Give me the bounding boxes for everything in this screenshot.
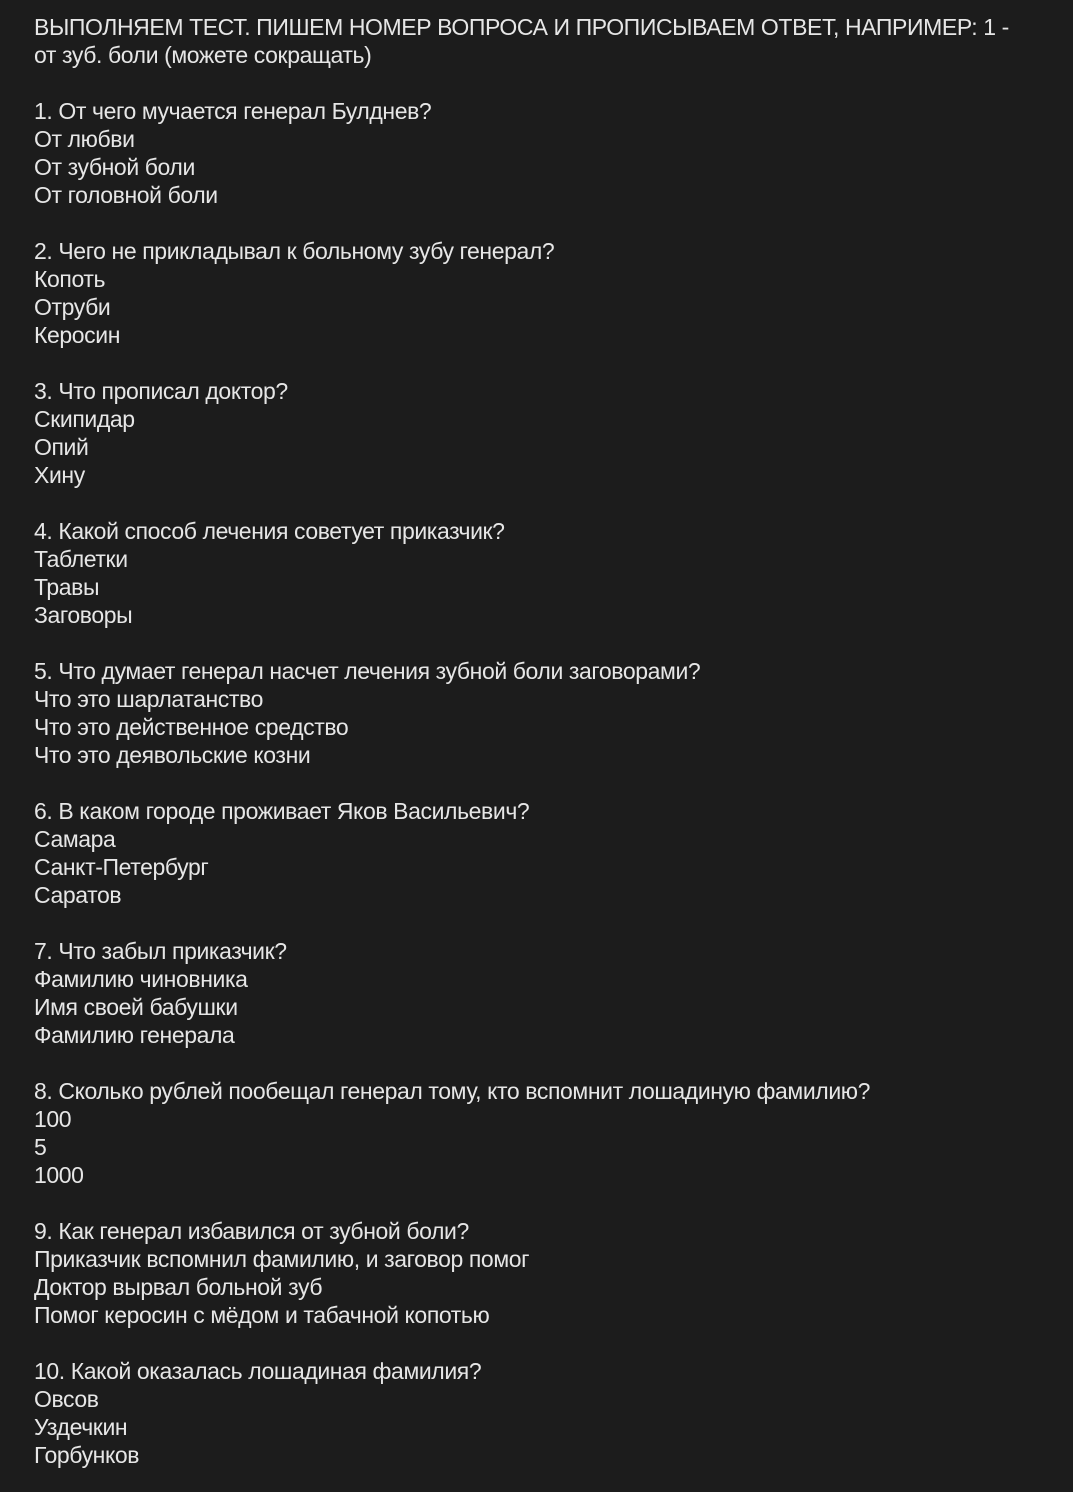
answer-option: Что это деявольские козни bbox=[34, 742, 311, 768]
answer-option: Овсов bbox=[34, 1386, 99, 1412]
answer-option: Хину bbox=[34, 462, 85, 488]
question-list bbox=[34, 97, 1073, 1469]
question-6 bbox=[34, 797, 1073, 909]
answer-option: Санкт-Петербург bbox=[34, 854, 209, 880]
answer-option: 100 bbox=[34, 1106, 72, 1132]
question-text: 8. Сколько рублей пообещал генерал тому, кто вспомнит лошадиную фамилию? bbox=[34, 1078, 871, 1104]
answer-option: Имя своей бабушки bbox=[34, 994, 238, 1020]
answer-option: Керосин bbox=[34, 322, 121, 348]
answer-option: Заговоры bbox=[34, 602, 133, 628]
question-2 bbox=[34, 237, 1073, 349]
question-7 bbox=[34, 937, 1073, 1049]
question-3 bbox=[34, 377, 1073, 489]
question-9 bbox=[34, 1217, 1073, 1329]
answer-option: От любви bbox=[34, 126, 135, 152]
answer-option: Копоть bbox=[34, 266, 106, 292]
answer-option: Что это шарлатанство bbox=[34, 686, 263, 712]
question-text: 10. Какой оказалась лошадиная фамилия? bbox=[34, 1358, 482, 1384]
question-text: 9. Как генерал избавился от зубной боли? bbox=[34, 1218, 469, 1244]
answer-option: Горбунков bbox=[34, 1442, 140, 1468]
answer-option: 5 bbox=[34, 1134, 47, 1160]
question-text: 6. В каком городе проживает Яков Васильевич? bbox=[34, 798, 530, 824]
answer-option: Самара bbox=[34, 826, 116, 852]
answer-option: Травы bbox=[34, 574, 100, 600]
answer-option: Опий bbox=[34, 434, 89, 460]
question-text: 7. Что забыл приказчик? bbox=[34, 938, 287, 964]
instructions-line-2: от зуб. боли (можете сокращать) bbox=[34, 42, 372, 68]
question-text: 4. Какой способ лечения советует приказчик? bbox=[34, 518, 505, 544]
answer-option: Саратов bbox=[34, 882, 122, 908]
answer-option: Фамилию чиновника bbox=[34, 966, 248, 992]
instructions-line-1: ВЫПОЛНЯЕМ ТЕСТ. ПИШЕМ НОМЕР ВОПРОСА И ПРОПИСЫВАЕМ ОТВЕТ, НАПРИМЕР: 1 - bbox=[34, 14, 1009, 40]
question-4 bbox=[34, 517, 1073, 629]
question-text: 3. Что прописал доктор? bbox=[34, 378, 288, 404]
question-1 bbox=[34, 97, 1073, 209]
question-text: 2. Чего не прикладывал к больному зубу генерал? bbox=[34, 238, 555, 264]
answer-option: Фамилию генерала bbox=[34, 1022, 235, 1048]
question-5 bbox=[34, 657, 1073, 769]
answer-option: Приказчик вспомнил фамилию, и заговор помог bbox=[34, 1246, 530, 1272]
question-10 bbox=[34, 1357, 1073, 1469]
answer-option: От головной боли bbox=[34, 182, 218, 208]
answer-option: Скипидар bbox=[34, 406, 135, 432]
answer-option: 1000 bbox=[34, 1162, 84, 1188]
answer-option: Доктор вырвал больной зуб bbox=[34, 1274, 323, 1300]
answer-option: Помог керосин с мёдом и табачной копотью bbox=[34, 1302, 490, 1328]
question-8 bbox=[34, 1077, 1073, 1189]
question-text: 1. От чего мучается генерал Булднев? bbox=[34, 98, 432, 124]
answer-option: Что это действенное средство bbox=[34, 714, 349, 740]
answer-option: Таблетки bbox=[34, 546, 128, 572]
answer-option: От зубной боли bbox=[34, 154, 195, 180]
answer-option: Отруби bbox=[34, 294, 111, 320]
answer-option: Уздечкин bbox=[34, 1414, 128, 1440]
question-text: 5. Что думает генерал насчет лечения зубной боли заговорами? bbox=[34, 658, 701, 684]
